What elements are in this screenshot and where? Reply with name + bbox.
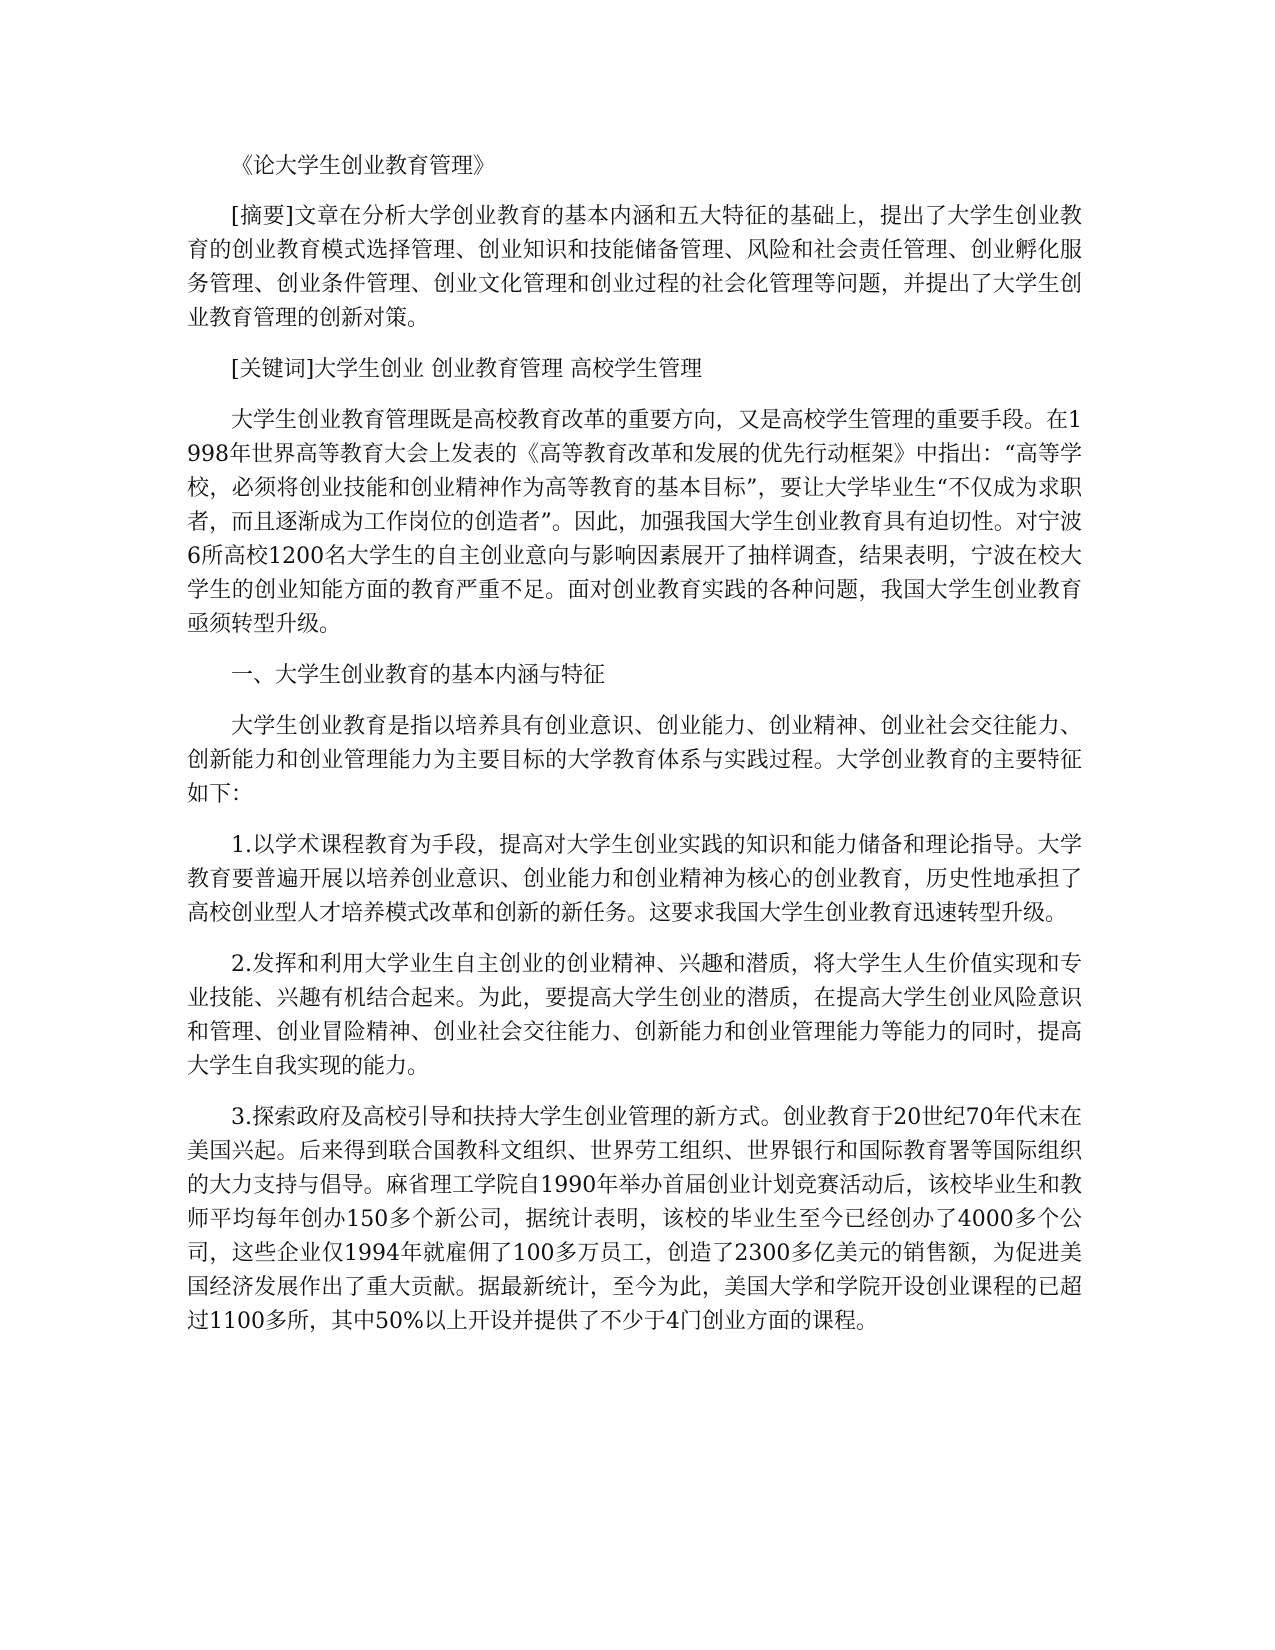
section-heading: 一、大学生创业教育的基本内涵与特征	[231, 663, 606, 688]
document-body	[187, 150, 1082, 1356]
feature-paragraph-1: 1.以学术课程教育为手段，提高对大学生创业实践的知识和能力储备和理论指导。大学教育要普遍开展以培养创业意识、创业能力和创业精神为核心的创业教育，历史性地承担了高校创业型人才培养模式改革和创新的新任务。这要求我国大学生创业教育迅速转型升级。	[187, 833, 1082, 926]
definition-paragraph: 大学生创业教育是指以培养具有创业意识、创业能力、创业精神、创业社会交往能力、创新能力和创业管理能力为主要目标的大学教育体系与实践过程。大学创业教育的主要特征如下：	[187, 714, 1082, 807]
feature-paragraph-3: 3.探索政府及高校引导和扶持大学生创业管理的新方式。创业教育于20世纪70年代末在美国兴起。后来得到联合国教科文组织、世界劳工组织、世界银行和国际教育署等国际组织的大力支持与倡导。麻省理工学院自1990年举办首届创业计划竞赛活动后，该校毕业生和教师平均每年创办150多个新公司，据统计表明，该校的毕业生至今已经创办了4000多个公司，这些企业仅1994年就雇佣了100多万员工，创造了2300多亿美元的销售额，为促进美国经济发展作出了重大贡献。据最新统计，至今为此，美国大学和学院开设创业课程的已超过1100多所，其中50%以上开设并提供了不少于4门创业方面的课程。	[187, 1105, 1082, 1334]
intro-paragraph: 大学生创业教育管理既是高校教育改革的重要方向，又是高校学生管理的重要手段。在1998年世界高等教育大会上发表的《高等教育改革和发展的优先行动框架》中指出：“高等学校，必须将创业技能和创业精神作为高等教育的基本目标”，要让大学毕业生“不仅成为求职者，而且逐渐成为工作岗位的创造者”。因此，加强我国大学生创业教育具有迫切性。对宁波6所高校1200名大学生的自主创业意向与影响因素展开了抽样调查，结果表明，宁波在校大学生的创业知能方面的教育严重不足。面对创业教育实践的各种问题，我国大学生创业教育亟须转型升级。	[187, 408, 1082, 637]
feature-paragraph-2: 2.发挥和利用大学业生自主创业的创业精神、兴趣和潜质，将大学生人生价值实现和专业技能、兴趣有机结合起来。为此，要提高大学生创业的潜质，在提高大学生创业风险意识和管理、创业冒险精神、创业社会交往能力、创新能力和创业管理能力等能力的同时，提高大学生自我实现的能力。	[187, 952, 1082, 1079]
document-title: 《论大学生创业教育管理》	[231, 154, 496, 179]
abstract-paragraph: [摘要]文章在分析大学创业教育的基本内涵和五大特征的基础上，提出了大学生创业教育的创业教育模式选择管理、创业知识和技能储备管理、风险和社会责任管理、创业孵化服务管理、创业条件管理、创业文化管理和创业过程的社会化管理等问题，并提出了大学生创业教育管理的创新对策。	[187, 204, 1082, 331]
keywords-paragraph: [关键词]大学生创业 创业教育管理 高校学生管理	[231, 357, 703, 382]
